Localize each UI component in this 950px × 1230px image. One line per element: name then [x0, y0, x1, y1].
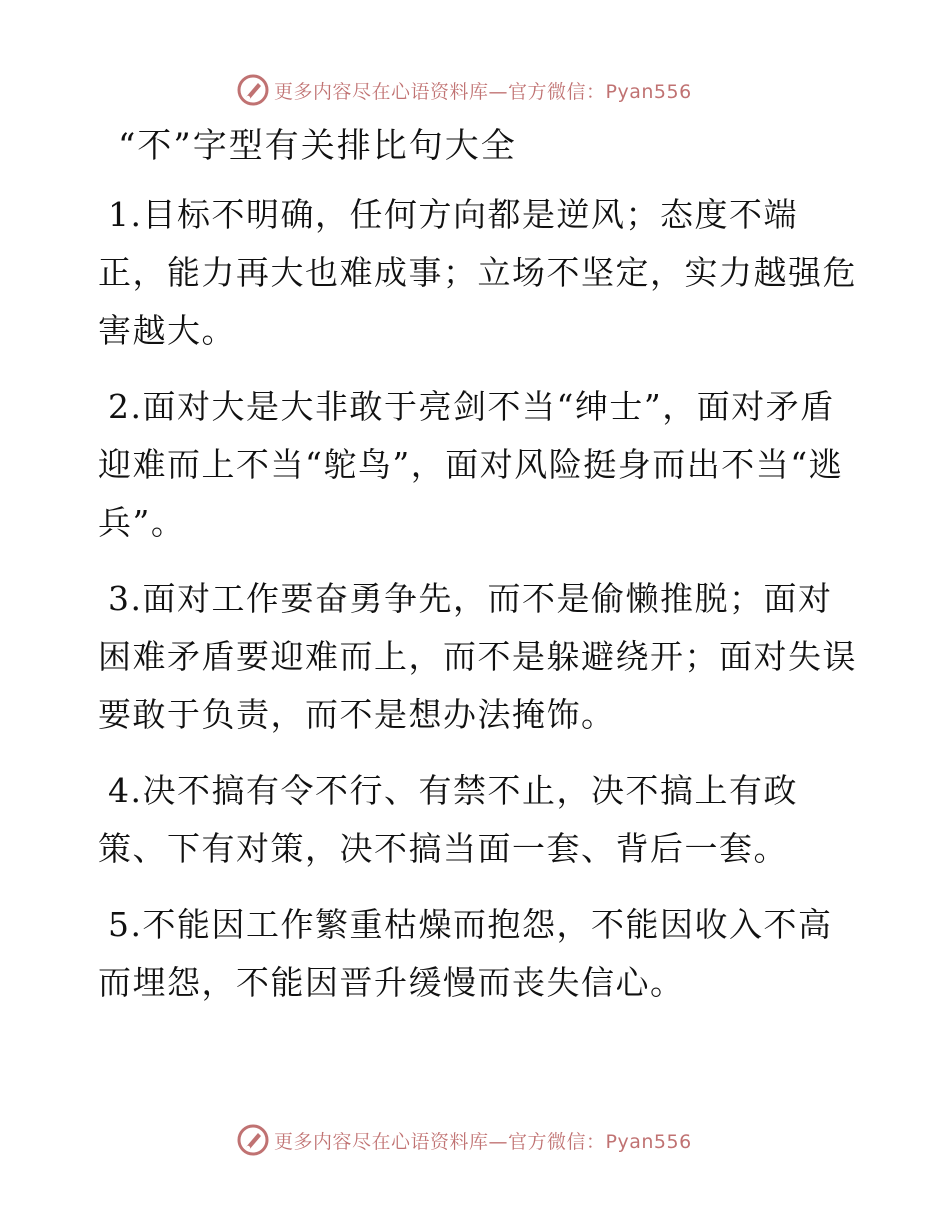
list-item: 2.面对大是大非敢于亮剑不当“绅士”，面对矛盾迎难而上不当“鸵鸟”，面对风险挺身而出不当“逃兵”。	[98, 387, 844, 542]
list-item: 1.目标不明确，任何方向都是逆风；态度不端正，能力再大也难成事；立场不坚定，实力越强危害越大。	[98, 195, 857, 350]
watermark-text: 更多内容尽在心语资料库—官方微信：Pyan556	[274, 1130, 692, 1153]
footer-watermark	[236, 1120, 756, 1160]
document-title: “不”字型有关排比句大全	[118, 126, 517, 166]
header-watermark	[236, 70, 756, 110]
list-item: 4.决不搞有令不行、有禁不止，决不搞上有政策、下有对策，决不搞当面一套、背后一套。	[98, 771, 798, 868]
document-body	[98, 186, 858, 1030]
pen-nib-logo-icon	[236, 73, 270, 107]
list-item: 3.面对工作要奋勇争先，而不是偷懒推脱；面对困难矛盾要迎难而上，而不是躲避绕开；面对失误要敢于负责，而不是想办法掩饰。	[98, 579, 857, 734]
pen-nib-logo-icon	[236, 1123, 270, 1157]
list-item: 5.不能因工作繁重枯燥而抱怨，不能因收入不高而埋怨，不能因晋升缓慢而丧失信心。	[98, 905, 833, 1002]
watermark-text: 更多内容尽在心语资料库—官方微信：Pyan556	[274, 80, 692, 103]
